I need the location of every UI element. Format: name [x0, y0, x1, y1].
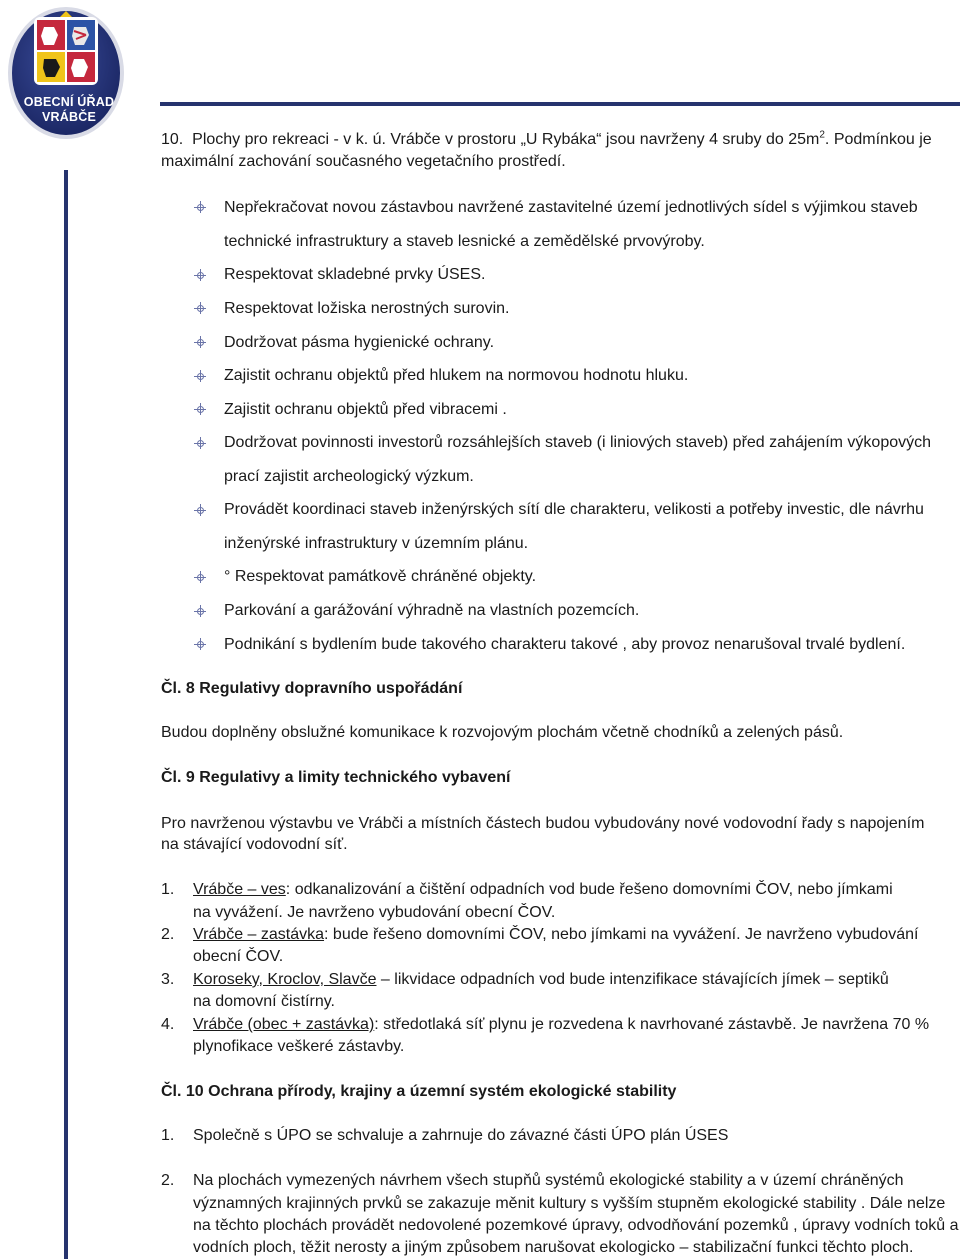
section-9-item-continued: na domovní čistírny.: [193, 993, 335, 1010]
bullet-text: Respektovat ložiska nerostných surovin.: [224, 300, 510, 317]
bullet-text-continued: prací zajistit archeologický výzkum.: [224, 468, 474, 485]
bullet-text: ° Respektovat památkově chráněné objekty.: [224, 568, 537, 585]
section-9-item: [193, 970, 889, 990]
section-9-item-continued: obecní ČOV.: [193, 948, 284, 965]
bullet-icon: [194, 504, 206, 516]
bullet-icon: [194, 336, 206, 348]
bullet-icon: [194, 605, 206, 617]
header-rule: [160, 102, 960, 106]
item-10-line-2: maximální zachování současného vegetačního prostředí.: [161, 153, 566, 170]
bullet-icon: [194, 269, 206, 281]
section-9-item-number: 1.: [161, 881, 175, 898]
item-location: Vrábče – ves: [193, 881, 286, 898]
logo-line-2: VRÁBČE: [42, 110, 96, 124]
section-9-item-number: 2.: [161, 926, 175, 943]
item-10-line-1: [161, 130, 932, 150]
margin-rule: [64, 170, 68, 1259]
section-10-item-continued: významných krajinných prvků se zakazuje měnit kultury s vyšším stupněm ekologické stability . Dále nelze: [193, 1195, 946, 1212]
item-location: Koroseky, Kroclov, Slavče: [193, 971, 377, 988]
item-text: : bude řešeno domovními ČOV, nebo jímkami na vyvážení. Je navrženo vybudování: [324, 926, 919, 943]
section-9-intro: Pro navrženou výstavbu ve Vrábči a místních částech budou vybudovány nové vodovodní řady s napojením: [161, 815, 925, 832]
section-9-item-continued: plynofikace veškeré zástavby.: [193, 1038, 405, 1055]
section-10-item: Na plochách vymezených návrhem všech stupňů systémů ekologické stability a v území chráněných: [193, 1172, 904, 1189]
bullet-text: Respektovat skladebné prvky ÚSES.: [224, 266, 486, 283]
item-10-text-end: . Podmínkou je: [824, 131, 932, 148]
item-10-number: 10.: [161, 131, 184, 148]
section-9-item: [193, 880, 893, 900]
section-9-item-number: 4.: [161, 1016, 175, 1033]
section-9-heading: Čl. 9 Regulativy a limity technického vybavení: [161, 769, 511, 786]
item-location: Vrábče – zastávka: [193, 926, 325, 943]
bullet-text: Provádět koordinaci staveb inženýrských sítí dle charakteru, velikosti a potřeby investic, dle návrhu: [224, 501, 924, 518]
section-8-heading: Čl. 8 Regulativy dopravního uspořádání: [161, 680, 463, 697]
bullet-icon: [194, 571, 206, 583]
section-10-item-number: 2.: [161, 1172, 175, 1189]
section-10-item-continued: na těchto plochách provádět nedovolené pozemkové úpravy, odvodňování pozemků , úpravy vodních toků a: [193, 1217, 959, 1234]
bullet-icon: [194, 437, 206, 449]
bullet-text: Zajistit ochranu objektů před hlukem na normovou hodnotu hluku.: [224, 367, 689, 384]
bullet-text: Podnikání s bydlením bude takového charakteru takové , aby provoz nenarušoval trvalé bydlení.: [224, 636, 906, 653]
bullet-text: Dodržovat povinnosti investorů rozsáhlejších staveb (i liniových staveb) před zahájením výkopových: [224, 434, 932, 451]
bullet-text-continued: technické infrastruktury a staveb lesnické a zemědělské prvovýroby.: [224, 233, 705, 250]
section-9-item: [193, 925, 918, 945]
item-text: : odkanalizování a čištění odpadních vod bude řešeno domovními ČOV, nebo jímkami: [285, 881, 893, 898]
bullet-text: Nepřekračovat novou zástavbou navržené zastavitelné území jednotlivých sídel s výjimkou staveb: [224, 199, 918, 216]
section-10-item-continued: vodních ploch, těžit nerosty a jiným způsobem narušovat ekologicko – stabilizační funkci těchto ploch.: [193, 1239, 914, 1256]
bullet-icon: [194, 201, 206, 213]
section-9-item: [193, 1015, 929, 1035]
bullet-text: Parkování a garážování výhradně na vlastních pozemcích.: [224, 602, 640, 619]
section-10-item: Společně s ÚPO se schvaluje a zahrnuje do závazné části ÚPO plán ÚSES: [193, 1127, 729, 1144]
section-9-intro-continued: na stávající vodovodní síť.: [161, 836, 348, 853]
section-8-text: Budou doplněny obslužné komunikace k rozvojovým plochám včetně chodníků a zelených pásů.: [161, 724, 844, 741]
section-10-heading: Čl. 10 Ochrana přírody, krajiny a územní systém ekologické stability: [161, 1083, 677, 1100]
item-10-superscript: 2: [819, 129, 825, 141]
item-text: : středotlaká síť plynu je rozvedena k navrhované zástavbě. Je navržena 70 %: [374, 1016, 930, 1033]
logo-line-1: OBECNÍ ÚŘAD: [23, 95, 115, 109]
bullet-text-continued: inženýrské infrastruktury v územním plánu.: [224, 535, 529, 552]
section-9-item-continued: na vyvážení. Je navrženo vybudování obecní ČOV.: [193, 904, 556, 921]
section-10-item-number: 1.: [161, 1127, 175, 1144]
bullet-icon: [194, 370, 206, 382]
bullet-text: Dodržovat pásma hygienické ochrany.: [224, 334, 495, 351]
bullet-icon: [194, 302, 206, 314]
item-10-text: Plochy pro rekreaci - v k. ú. Vrábče v prostoru „U Rybáka“ jsou navrženy 4 sruby do 25m: [192, 131, 820, 148]
item-location: Vrábče (obec + zastávka): [193, 1016, 375, 1033]
municipal-logo: [4, 3, 134, 145]
section-9-item-number: 3.: [161, 971, 175, 988]
item-text: – likvidace odpadních vod bude intenzifikace stávajících jímek – septiků: [376, 971, 889, 988]
bullet-icon: [194, 638, 206, 650]
bullet-text: Zajistit ochranu objektů před vibracemi .: [224, 401, 507, 418]
bullet-icon: [194, 403, 206, 415]
